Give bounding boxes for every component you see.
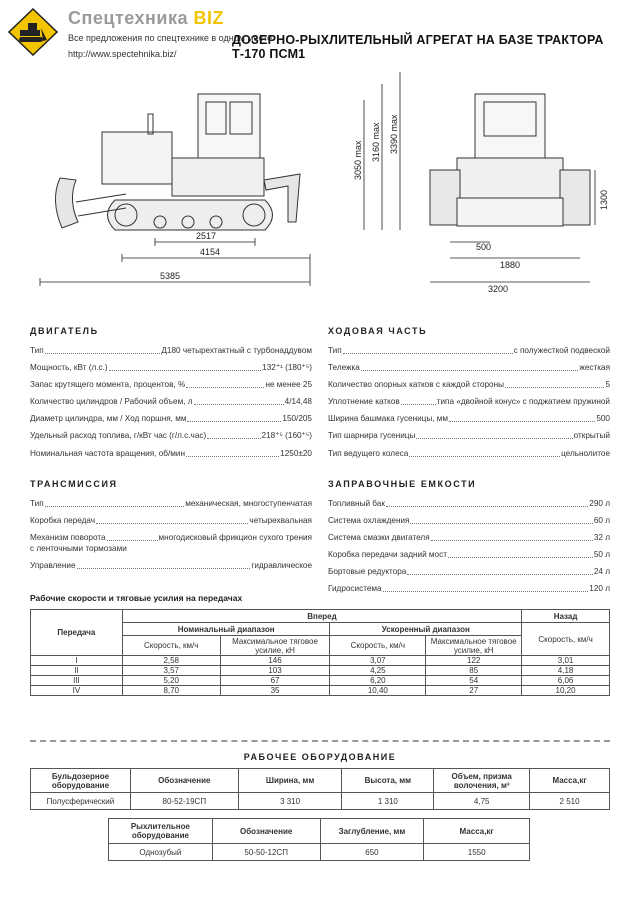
dim-3160: 3160 max (371, 122, 381, 162)
chassis-section (328, 326, 610, 466)
spec-row: Тележка жесткая (328, 363, 610, 373)
header-ripper-type: Рыхлительное оборудование (109, 819, 213, 844)
table-row: III 5,20 67 6,20 54 6,06 (31, 676, 610, 686)
spec-row: Система охлаждения 60 л (328, 516, 610, 526)
dim-2517: 2517 (196, 231, 217, 241)
spec-row: Коробка передач четырехвальная (30, 516, 312, 526)
section-divider (30, 740, 610, 742)
header-nominal: Номинальный диапазон (122, 623, 330, 636)
spec-row: Ширина башмака гусеницы, мм 500 (328, 414, 610, 424)
spec-row: Тип с полужесткой подвеской (328, 346, 610, 355)
spec-row: Диаметр цилиндра, мм / Ход поршня, мм 150/205 (30, 414, 312, 424)
header-dozer-volume: Объем, призма волочения, м³ (434, 769, 530, 793)
spec-row: Механизм поворота многодисковый фрикцион сухого трения (30, 533, 312, 543)
brand-name: Спецтехника BIZ (68, 8, 225, 28)
dim-1880: 1880 (500, 260, 521, 270)
spec-row: Уплотнение катков типа «двойной конус» с поджатием пружиной (328, 397, 610, 407)
spec-row: Номинальная частота вращения, об/мин 1250±20 (30, 448, 312, 458)
spec-row: Тип механическая, многоступенчатая (30, 499, 312, 508)
engine-section (30, 326, 312, 466)
tagline: Все предложения по спецтехнике в одном месте (68, 33, 273, 43)
header-speed: Скорость, км/ч (122, 636, 220, 656)
spec-row: Мощность, кВт (л.с.) 132⁺¹ (180⁺⁵) (30, 363, 312, 373)
spec-row: Бортовые редуктора 24 л (328, 567, 610, 577)
dim-3050: 3050 max (353, 140, 363, 180)
table-row: Полусферический 80-52-19СП 3 310 1 310 4,75 2 510 (31, 793, 610, 810)
speed-table (30, 609, 610, 696)
dim-3390: 3390 max (389, 114, 399, 154)
spec-row: Топливный бак 290 л (328, 499, 610, 508)
fuel-section (328, 479, 610, 602)
spec-row: Количество цилиндров / Рабочий объем, л 4/14,48 (30, 397, 312, 407)
dim-1300: 1300 (599, 189, 609, 210)
spec-row: Тип Д180 четырехтактный с турбонаддувом (30, 346, 312, 355)
header-dozer-width: Ширина, мм (238, 769, 342, 793)
table-row: II 3,57 103 4,25 85 4,18 (31, 666, 610, 676)
equipment-title: РАБОЧЕЕ ОБОРУДОВАНИЕ (243, 752, 397, 762)
transmission-title: ТРАНСМИССИЯ (30, 479, 118, 489)
spec-row: Запас крутящего момента, процентов, % не менее 25 (30, 380, 312, 390)
dim-4154: 4154 (200, 247, 221, 257)
header-dozer-type: Бульдозерное оборудование (31, 769, 131, 793)
spec-row: Тип шарнира гусеницы открытый (328, 431, 610, 441)
header-reverse: Назад (522, 610, 610, 623)
transmission-section (30, 479, 312, 578)
header-dozer-height: Высота, мм (342, 769, 434, 793)
header-reverse-speed: Скорость, км/ч (522, 623, 610, 656)
ripper-table (108, 818, 530, 861)
table-row: Однозубый 50-50-12СП 650 1550 (109, 844, 530, 861)
dim-3200: 3200 (488, 284, 509, 294)
header-gear: Передача (31, 610, 123, 656)
header-force: Максимальное тяговое усилие, кН (426, 636, 522, 656)
spec-row: Гидросистема 120 л (328, 584, 610, 594)
header-fast: Ускоренный диапазон (330, 623, 522, 636)
dim-5385: 5385 (160, 271, 181, 281)
dozer-table (30, 768, 610, 810)
spec-row: Тип ведущего колеса цельнолитое (328, 448, 610, 458)
spec-row: Система смазки двигателя 32 л (328, 533, 610, 543)
speed-table-title: Рабочие скорости и тяговые усилия на передачах (30, 593, 243, 603)
header-dozer-code: Обозначение (130, 769, 238, 793)
document-title: ДОЗЕРНО-РЫХЛИТЕЛЬНЫЙ АГРЕГАТ НА БАЗЕ ТРАКТОРА Т-170 ПСМ1 (232, 33, 604, 61)
header (0, 0, 640, 70)
header-forward: Вперед (122, 610, 521, 623)
header-ripper-code: Обозначение (212, 819, 320, 844)
header-speed: Скорость, км/ч (330, 636, 426, 656)
bulldozer-logo-icon (8, 8, 58, 56)
dim-500: 500 (476, 242, 492, 252)
chassis-title: ХОДОВАЯ ЧАСТЬ (328, 326, 428, 336)
header-dozer-mass: Масса,кг (530, 769, 610, 793)
header-ripper-depth: Заглубление, мм (320, 819, 424, 844)
table-row: I 2,58 146 3,07 122 3,01 (31, 656, 610, 666)
engine-title: ДВИГАТЕЛЬ (30, 326, 99, 336)
tractor-drawing (30, 70, 620, 305)
site-url[interactable]: http://www.spectehnika.biz/ (68, 49, 177, 59)
spec-row-continuation: с ленточными тормозами (30, 544, 127, 554)
table-row: IV 8,70 35 10,40 27 10,20 (31, 686, 610, 696)
spec-row: Управление гидравлическое (30, 561, 312, 571)
spec-row: Удельный расход топлива, г/кВт час (г/л.с.час) 218⁺⁵ (160⁺⁵) (30, 431, 312, 441)
spec-row: Количество опорных катков с каждой стороны 5 (328, 380, 610, 390)
header-force: Максимальное тяговое усилие, кН (220, 636, 330, 656)
spec-row: Коробка передачи задний мост 50 л (328, 550, 610, 560)
fuel-title: ЗАПРАВОЧНЫЕ ЕМКОСТИ (328, 479, 477, 489)
header-ripper-mass: Масса,кг (424, 819, 530, 844)
